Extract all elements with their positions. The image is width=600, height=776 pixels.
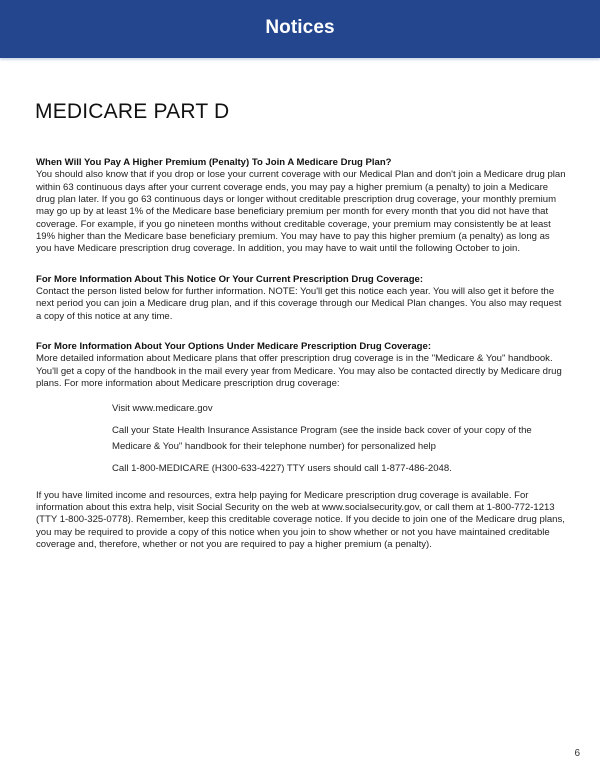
section-title: MEDICARE PART D [35,100,230,123]
notice-info-text: Contact the person listed below for further information. NOTE: You'll get this notice each year. You will also get it before the next period you can join a Medicare drug plan, and if this coverage through our Medical Plan changes. You also may request a copy of this notice at any time. [36,286,562,322]
page-number: 6 [574,748,580,759]
penalty-section [36,157,566,256]
extra-help-paragraph: If you have limited income and resources, extra help paying for Medicare prescription drug coverage is available. For information about this extra help, visit Social Security on the web at www.socialsecurity.gov, or call them at 1-800-772-1213 (TTY 1-800-325-0778). Remember, keep this creditable coverage notice. If you decide to join one of the Medicare drug plans, you may be required to provide a copy of this notice when you join to show whether or not you have maintained creditable coverage and, therefore, whether or not you are required to pay a higher premium (a penalty). [36,489,565,550]
notice-info-section [36,274,566,323]
resource-list [112,401,552,477]
notice-info-heading: For More Information About This Notice Or Your Current Prescription Drug Coverage: [36,273,424,285]
options-section [36,341,566,390]
header-title: Notices [265,17,335,38]
page-header [0,0,600,58]
penalty-text: You should also know that if you drop or lose your current coverage with our Medical Plan and don't join a Medicare drug plan within 63 continuous days after your current coverage ends, you may pay a higher premium (a penalty) to join a Medicare drug plan later. If you go 63 continuous days or longer without creditable prescription drug coverage, your monthly premium may go up by at least 1% of the Medicare base beneficiary premium per month for every month that you did not have that coverage. For example, if you go nineteen months without creditable coverage, your premium may consistently be at least 19% higher than the Medicare base beneficiary premium. You may have to pay this higher premium (a penalty) as long as you have Medicare prescription drug coverage. In addition, you may have to wait until the following October to join. [36,169,566,255]
resource-item-website: Visit www.medicare.gov [112,402,213,414]
resource-item-ship: Call your State Health Insurance Assistance Program (see the inside back cover of your copy of the Medicare & You" handbook for their telephone number) for personalized help [112,424,532,452]
notice-content [36,157,566,551]
options-text: More detailed information about Medicare plans that offer prescription drug coverage is in the "Medicare & You" handbook. You'll get a copy of the handbook in the mail every year from Medicare. You may also be contacted directly by Medicare drug plans. For more information about Medicare prescription drug coverage: [36,353,562,390]
penalty-heading: When Will You Pay A Higher Premium (Penalty) To Join A Medicare Drug Plan? [36,157,392,168]
options-heading: For More Information About Your Options Under Medicare Prescription Drug Coverage: [36,341,431,353]
resource-item-phone: Call 1-800-MEDICARE (H300-633-4227) TTY users should call 1-877-486-2048. [112,462,452,474]
